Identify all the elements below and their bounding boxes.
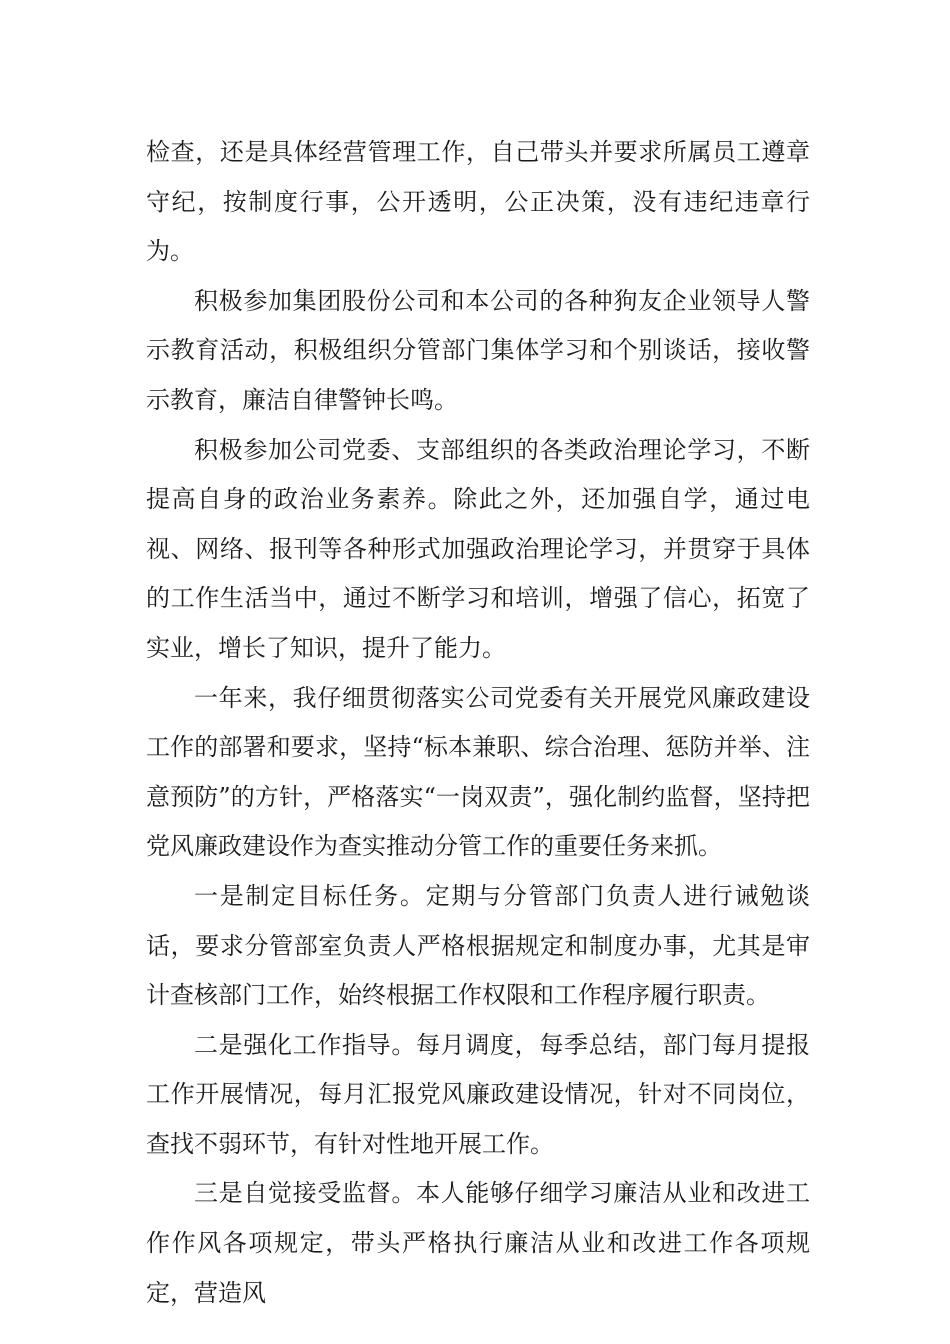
paragraph-target-tasks: 一是制定目标任务。定期与分管部门负责人进行诫勉谈话，要求分管部室负责人严格根据规定和制度办事，尤其是审计查核部门工作，始终根据工作权限和工作程序履行职责。 bbox=[146, 881, 810, 1010]
document-body bbox=[146, 128, 810, 1318]
paragraph-work-guidance: 二是强化工作指导。每月调度，每季总结，部门每月提报工作开展情况，每月汇报党风廉政建设情况，针对不同岗位，查找不弱环节，有针对性地开展工作。 bbox=[146, 1030, 810, 1158]
paragraph-political-study: 积极参加公司党委、支部组织的各类政治理论学习，不断提高自身的政治业务素养。除此之外，还加强自学，通过电视、网络、报刊等各种形式加强政治理论学习，并贯穿于具体的工作生活当中，通过不断学习和培训，增强了信心，拓宽了实业，增长了知识，提升了能力。 bbox=[146, 435, 810, 662]
paragraph-warning-education: 积极参加集团股份公司和本公司的各种狗友企业领导人警示教育活动，积极组织分管部门集体学习和个别谈话，接收警示教育，廉洁自律警钟长鸣。 bbox=[146, 286, 810, 414]
paragraph-year-summary: 一年来，我仔细贯彻落实公司党委有关开展党风廉政建设工作的部署和要求，坚持“标本兼职、综合治理、惩防并举、注意预防”的方针，严格落实“一岗双责”，强化制约监督，坚持把党风廉政建设作为查实推动分管工作的重要任务来抓。 bbox=[146, 683, 810, 861]
paragraph-continued: 检查，还是具体经营管理工作，自己带头并要求所属员工遵章守纪，按制度行事，公开透明，公正决策，没有违纪违章行为。 bbox=[146, 138, 810, 266]
paragraph-accept-supervision: 三是自觉接受监督。本人能够仔细学习廉洁从业和改进工作作风各项规定，带头严格执行廉洁从业和改进工作各项规定，营造风 bbox=[146, 1179, 810, 1307]
